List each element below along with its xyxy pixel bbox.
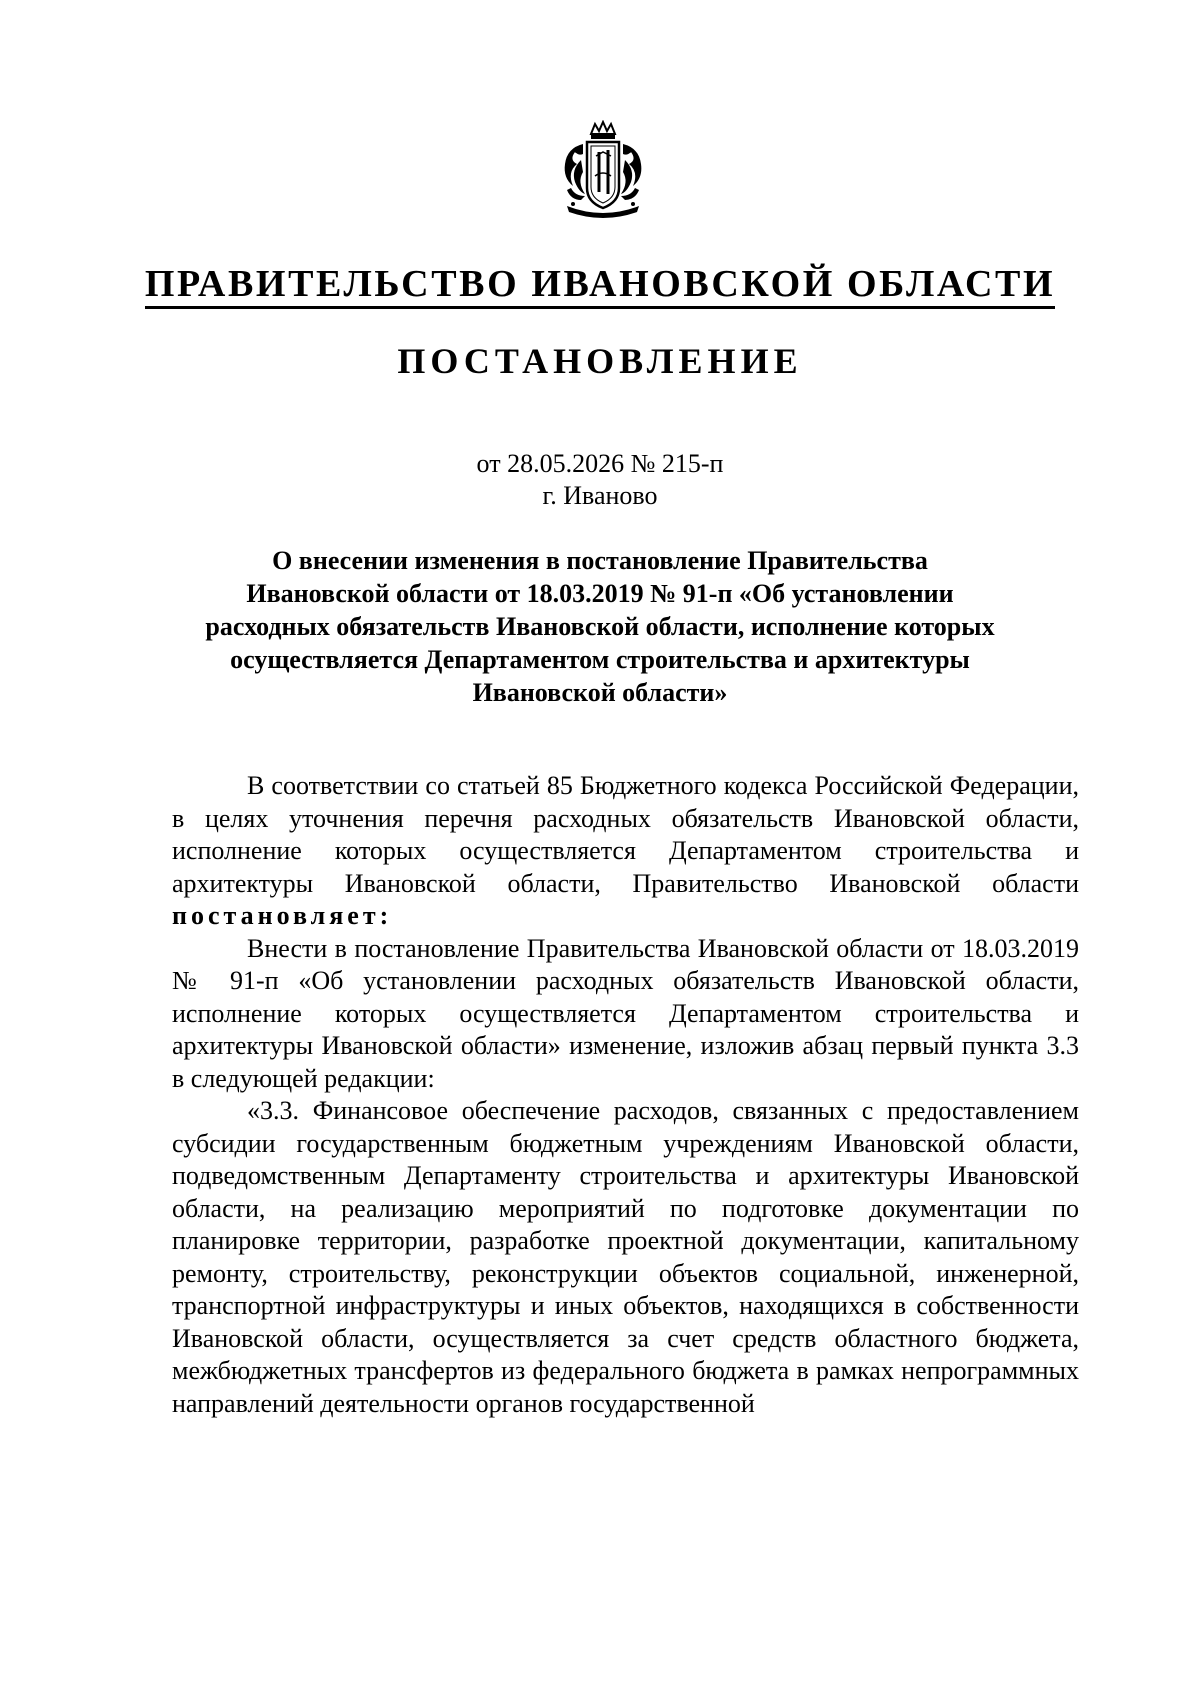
subject-line: расходных обязательств Ивановской области, исполнение которых xyxy=(205,612,995,641)
subject-line: Ивановской области» xyxy=(472,678,728,707)
resolves-word: постановляет: xyxy=(172,901,393,930)
government-title-text: ПРАВИТЕЛЬСТВО ИВАНОВСКОЙ ОБЛАСТИ xyxy=(145,263,1055,309)
paragraph-preamble xyxy=(172,770,1079,933)
document-meta xyxy=(0,448,1200,512)
subject-line: О внесении изменения в постановление Правительства xyxy=(272,546,928,575)
document-body xyxy=(172,770,1079,1420)
paragraph-amendment: Внести в постановление Правительства Ивановской области от 18.03.2019 № 91-п «Об установлении расходных обязательств Ивановской области, исполнение которых осуществляется Департаментом строительства и архитектуры Ивановской области» изменение, изложив абзац первый пункта 3.3 в следующей редакции: xyxy=(172,933,1079,1093)
city: г. Иваново xyxy=(542,481,658,510)
preamble-text: В соответствии со статьей 85 Бюджетного кодекса Российской Федерации, в целях уточнения перечня расходных обязательств Ивановской области, исполнение которых осуществляется Департаментом строительства и архитектуры Ивановской области, Правительство Ивановской области xyxy=(172,771,1079,898)
subject-line: осуществляется Департаментом строительства и архитектуры xyxy=(230,645,970,674)
subject-line: Ивановской области от 18.03.2019 № 91-п «Об установлении xyxy=(246,579,954,608)
document-type: ПОСТАНОВЛЕНИЕ xyxy=(397,341,803,381)
paragraph-new-text: «3.3. Финансовое обеспечение расходов, связанных с предоставлением субсидии государственным бюджетным учреждениям Ивановской области, подведомственным Департаменту строительства и архитектуры Ивановской области, на реализацию мероприятий по подготовке документации по планировке территории, разработке проектной документации, капитальному ремонту, строительству, реконструкции объектов социальной, инженерной, транспортной инфраструктуры и иных объектов, находящихся в собственности Ивановской области, осуществляется за счет средств областного бюджета, межбюджетных трансфертов из федерального бюджета в рамках непрограммных направлений деятельности органов государственной xyxy=(172,1096,1079,1418)
document-subject xyxy=(0,544,1200,709)
date-number: от 28.05.2026 № 215-п xyxy=(476,449,724,478)
government-title xyxy=(0,262,1200,306)
coat-of-arms-icon xyxy=(553,120,653,224)
